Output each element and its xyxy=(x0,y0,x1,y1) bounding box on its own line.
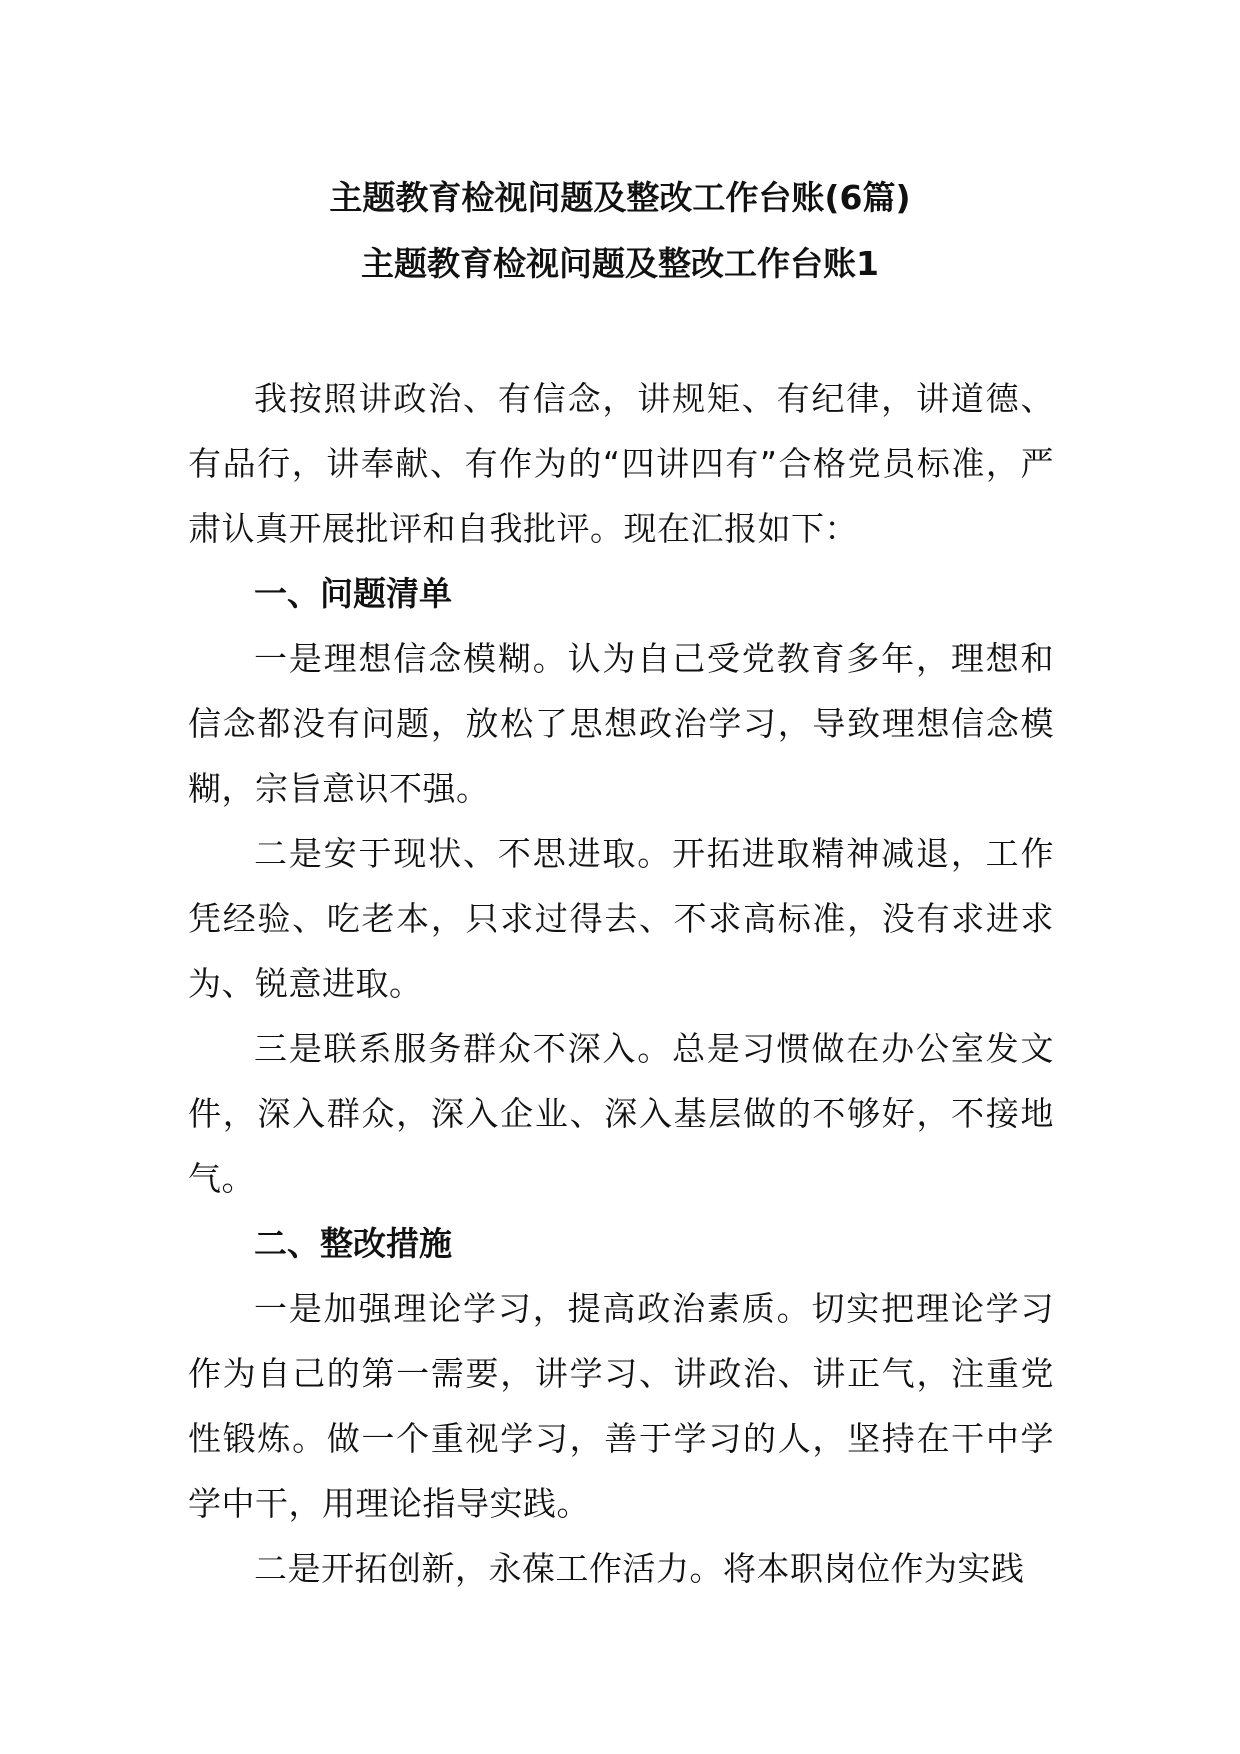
document-body xyxy=(188,366,1054,1601)
problem-paragraph-1: 一是理想信念模糊。认为自己受党教育多年，理想和信念都没有问题，放松了思想政治学习，导致理想信念模糊，宗旨意识不强。 xyxy=(188,639,1054,808)
measure-paragraph-2: 二是开拓创新，永葆工作活力。将本职岗位作为实践 xyxy=(254,1549,1025,1588)
section-heading-problems: 一、问题清单 xyxy=(254,574,452,613)
document-title: 主题教育检视问题及整改工作台账(6篇) xyxy=(329,178,911,217)
measure-paragraph-1: 一是加强理论学习，提高政治素质。切实把理论学习作为自己的第一需要，讲学习、讲政治、讲正气，注重党性锻炼。做一个重视学习，善于学习的人，坚持在干中学学中干，用理论指导实践。 xyxy=(188,1289,1054,1523)
problem-paragraph-3: 三是联系服务群众不深入。总是习惯做在办公室发文件，深入群众，深入企业、深入基层做的不够好，不接地气。 xyxy=(188,1029,1054,1198)
section-heading-measures: 二、整改措施 xyxy=(254,1224,452,1263)
intro-paragraph: 我按照讲政治、有信念，讲规矩、有纪律，讲道德、有品行，讲奉献、有作为的“四讲四有”合格党员标准，严肃认真开展批评和自我批评。现在汇报如下： xyxy=(188,379,1054,548)
problem-paragraph-2: 二是安于现状、不思进取。开拓进取精神减退，工作凭经验、吃老本，只求过得去、不求高标准，没有求进求为、锐意进取。 xyxy=(188,834,1054,1003)
document-subtitle: 主题教育检视问题及整改工作台账1 xyxy=(361,244,879,283)
